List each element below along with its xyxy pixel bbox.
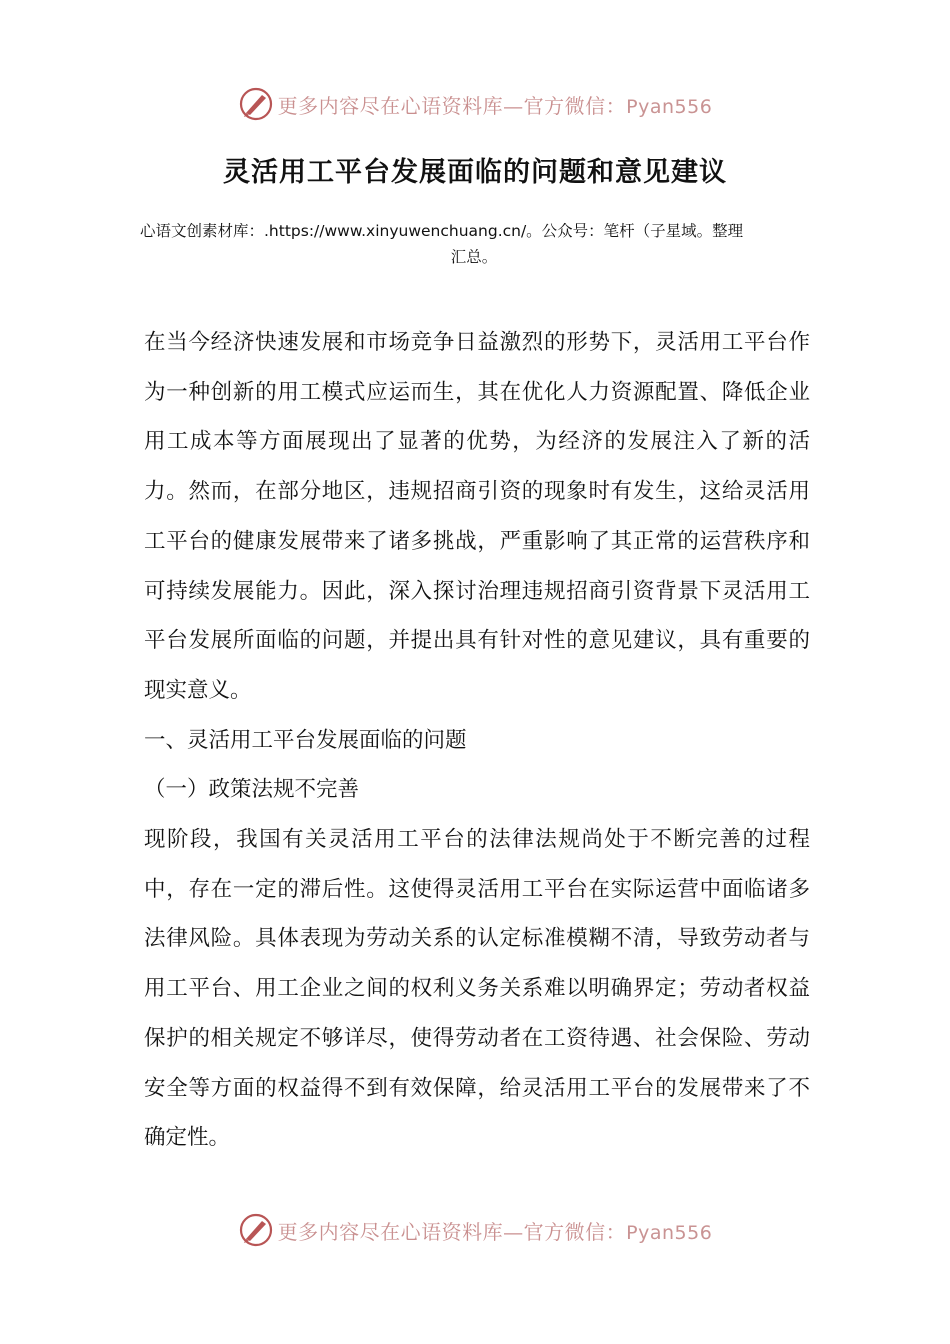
source-note-line1: 心语文创素材库：.https://www.xinyuwenchuang.cn/。公众号：笔杆（子星域。整理 [140,222,744,240]
intro-paragraph: 在当今经济快速发展和市场竞争日益激烈的形势下，灵活用工平台作为一种创新的用工模式应运而生，其在优化人力资源配置、降低企业用工成本等方面展现出了显著的优势，为经济的发展注入了新的活力。然而，在部分地区，违规招商引资的现象时有发生，这给灵活用工平台的健康发展带来了诸多挑战，严重影响了其正常的运营秩序和可持续发展能力。因此，深入探讨治理违规招商引资背景下灵活用工平台发展所面临的问题，并提出具有针对性的意见建议，具有重要的现实意义。 [144,330,810,703]
footer-banner [0,1210,950,1250]
pen-logo-icon [238,1212,274,1248]
section-heading: 一、灵活用工平台发展面临的问题 [144,727,467,753]
document-body [144,318,810,1163]
banner-wechat-id: Pyan556 [626,95,713,118]
banner-main-text: 更多内容尽在心语资料库 [277,1219,504,1244]
banner-text [278,90,713,119]
policy-paragraph: 现阶段，我国有关灵活用工平台的法律法规尚处于不断完善的过程中，存在一定的滞后性。这使得灵活用工平台在实际运营中面临诸多法律风险。具体表现为劳动关系的认定标准模糊不清，导致劳动者与用工平台、用工企业之间的权利义务关系难以明确界定；劳动者权益保护的相关规定不够详尽，使得劳动者在工资待遇、社会保险、劳动安全等方面的权益得不到有效保障，给灵活用工平台的发展带来了不确定性。 [144,827,810,1151]
banner-separator: — [503,93,524,118]
source-note [140,218,808,270]
banner-text [278,1216,713,1245]
banner-wechat-label: 官方微信： [523,1219,627,1244]
document-title: 灵活用工平台发展面临的问题和意见建议 [223,157,727,188]
banner-wechat-label: 官方微信： [523,93,627,118]
banner-separator: — [503,1219,524,1244]
header-banner [0,84,950,124]
pen-logo-icon [238,86,274,122]
source-note-line2: 汇总。 [450,248,498,266]
banner-main-text: 更多内容尽在心语资料库 [277,93,504,118]
subsection-heading: （一）政策法规不完善 [144,777,360,803]
banner-wechat-id: Pyan556 [626,1221,713,1244]
